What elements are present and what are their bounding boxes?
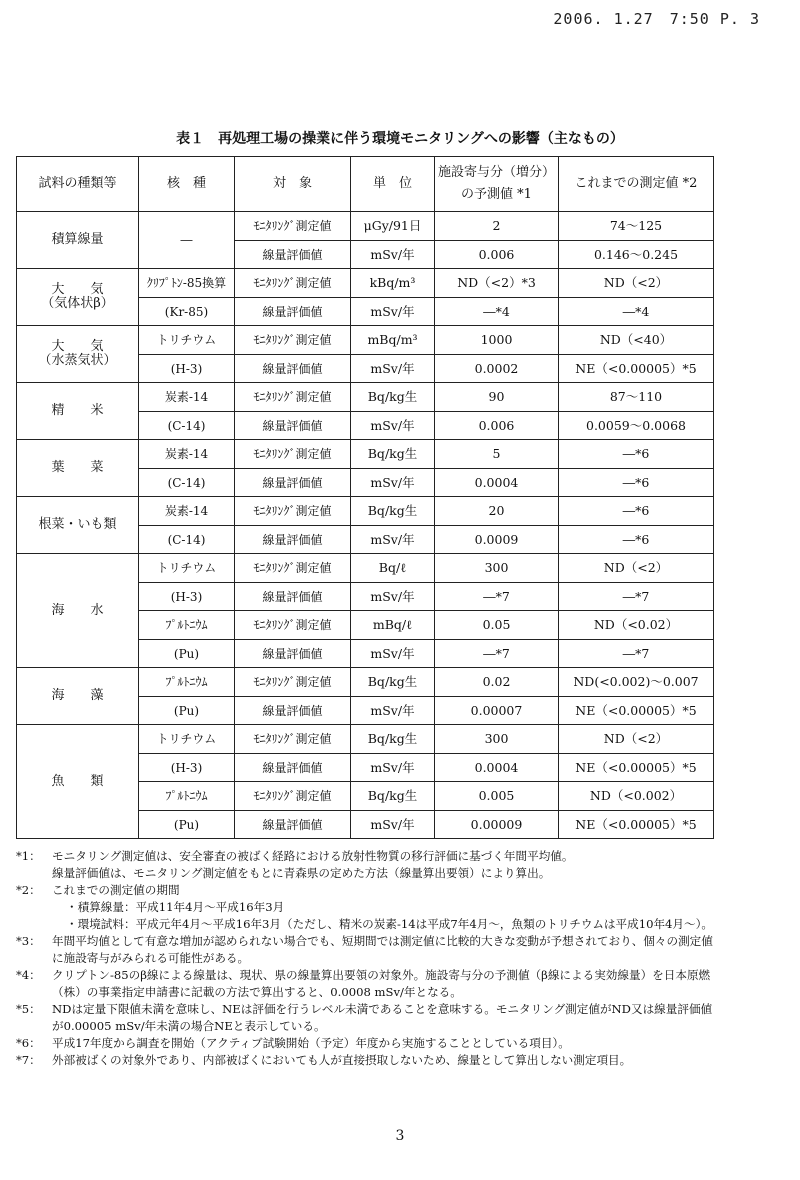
predicted-value-cell: 5 — [435, 440, 559, 469]
predicted-value-cell: 90 — [435, 383, 559, 412]
target-cell: ﾓﾆﾀﾘﾝｸﾞ測定値 — [235, 326, 351, 355]
col-header-target: 対 象 — [235, 157, 351, 212]
predicted-value-cell: 20 — [435, 497, 559, 526]
col-header-predicted-line1: 施設寄与分（増分） — [438, 165, 556, 180]
unit-cell: Bq/kg生 — [351, 725, 435, 754]
target-cell: ﾓﾆﾀﾘﾝｸﾞ測定値 — [235, 668, 351, 697]
past-value-cell: 0.0059～0.0068 — [559, 412, 714, 440]
past-value-cell: NE（<0.00005）*5 — [559, 697, 714, 725]
nuclide-cell: (C-14) — [139, 469, 235, 497]
target-cell: ﾓﾆﾀﾘﾝｸﾞ測定値 — [235, 554, 351, 583]
table-row — [17, 497, 714, 526]
col-header-nuclide: 核 種 — [139, 157, 235, 212]
target-cell: 線量評価値 — [235, 412, 351, 440]
target-cell: 線量評価値 — [235, 355, 351, 383]
unit-cell: Bq/kg生 — [351, 440, 435, 469]
footnote-label: *7： — [16, 1053, 41, 1067]
table-header-row — [17, 157, 714, 212]
past-value-cell: ND（<0.002） — [559, 782, 714, 811]
footnote-line: 年間平均値として有意な増加が認められない場合でも、短期間では測定値に比較的大きな変動が予想されており、個々の測定値に施設寄与がみられる可能性がある。 — [52, 934, 713, 965]
footnote-label: *6： — [16, 1036, 41, 1050]
unit-cell: μGy/91日 — [351, 212, 435, 241]
predicted-value-cell: 2 — [435, 212, 559, 241]
past-value-cell: ND(<0.002)～0.007 — [559, 668, 714, 697]
past-value-cell: 87～110 — [559, 383, 714, 412]
sample-type-line: 根菜・いも類 — [38, 517, 117, 532]
nuclide-cell: 炭素-14 — [139, 383, 235, 412]
unit-cell: mSv/年 — [351, 640, 435, 668]
footnote-label: *2： — [16, 883, 41, 897]
unit-cell: mSv/年 — [351, 697, 435, 725]
unit-cell: Bq/kg生 — [351, 497, 435, 526]
footnote-line: これまでの測定値の期間 — [52, 883, 180, 897]
predicted-value-cell: 0.006 — [435, 241, 559, 269]
target-cell: 線量評価値 — [235, 754, 351, 782]
unit-cell: mSv/年 — [351, 412, 435, 440]
table-title: 表１ 再処理工場の操業に伴う環境モニタリングへの影響（主なもの） — [176, 131, 624, 147]
unit-cell: Bq/kg生 — [351, 782, 435, 811]
predicted-value-cell: 0.006 — [435, 412, 559, 440]
predicted-value-cell: 0.05 — [435, 611, 559, 640]
table-body — [17, 212, 714, 839]
unit-cell: kBq/m³ — [351, 269, 435, 298]
predicted-value-cell: 300 — [435, 725, 559, 754]
unit-cell: mSv/年 — [351, 469, 435, 497]
past-value-cell: 0.146～0.245 — [559, 241, 714, 269]
predicted-value-cell: 0.00007 — [435, 697, 559, 725]
sample-type-cell — [17, 440, 139, 497]
nuclide-cell: (C-14) — [139, 412, 235, 440]
footnote-line: クリプトン-85のβ線による線量は、現状、県の線量算出要領の対象外。施設寄与分の予測値（β線による実効線量）を日本原燃（株）の事業指定申請書に記載の方法で算出すると、0.0008 mSv/年となる。 — [52, 968, 711, 999]
footnote-label: *1： — [16, 849, 41, 863]
unit-cell: mSv/年 — [351, 298, 435, 326]
nuclide-cell: (H-3) — [139, 754, 235, 782]
unit-cell: mBq/m³ — [351, 326, 435, 355]
target-cell: ﾓﾆﾀﾘﾝｸﾞ測定値 — [235, 269, 351, 298]
col-header-past: これまでの測定値 *2 — [559, 157, 714, 212]
target-cell: 線量評価値 — [235, 469, 351, 497]
col-header-predicted-line2: の予測値 *1 — [461, 187, 532, 202]
unit-cell: mSv/年 — [351, 811, 435, 839]
footnote-label: *5： — [16, 1002, 41, 1016]
past-value-cell: ―*6 — [559, 440, 714, 469]
nuclide-cell: トリチウム — [139, 326, 235, 355]
past-value-cell: NE（<0.00005）*5 — [559, 355, 714, 383]
footnote-text — [52, 1035, 716, 1052]
predicted-value-cell: 0.0002 — [435, 355, 559, 383]
past-value-cell: NE（<0.00005）*5 — [559, 811, 714, 839]
footnote-line: 平成17年度から調査を開始（アクティブ試験開始（予定）年度から実施することとしている項目）。 — [52, 1036, 570, 1050]
footnote-line: 線量評価値は、モニタリング測定値をもとに青森県の定めた方法（線量算出要領）により算出。 — [52, 866, 551, 880]
predicted-value-cell: 1000 — [435, 326, 559, 355]
nuclide-cell: ﾌﾟﾙﾄﾆｳﾑ — [139, 668, 235, 697]
page-number: 3 — [395, 1128, 405, 1144]
footnote-label: *3： — [16, 934, 41, 948]
sample-type-line: 魚 類 — [51, 773, 104, 789]
nuclide-cell: ﾌﾟﾙﾄﾆｳﾑ — [139, 611, 235, 640]
target-cell: ﾓﾆﾀﾘﾝｸﾞ測定値 — [235, 497, 351, 526]
footnote-text — [52, 1001, 716, 1035]
past-value-cell: 74～125 — [559, 212, 714, 241]
monitoring-impact-table — [16, 156, 714, 839]
target-cell: ﾓﾆﾀﾘﾝｸﾞ測定値 — [235, 440, 351, 469]
nuclide-cell: トリチウム — [139, 554, 235, 583]
unit-cell: Bq/ℓ — [351, 554, 435, 583]
sample-type-cell — [17, 269, 139, 326]
predicted-value-cell: 0.00009 — [435, 811, 559, 839]
predicted-value-cell: 300 — [435, 554, 559, 583]
table-row — [17, 725, 714, 754]
target-cell: ﾓﾆﾀﾘﾝｸﾞ測定値 — [235, 383, 351, 412]
unit-cell: mSv/年 — [351, 355, 435, 383]
past-value-cell: ND（<2） — [559, 269, 714, 298]
footnote-label: *4： — [16, 968, 41, 982]
sample-type-line: 積算線量 — [51, 232, 104, 247]
nuclide-cell: 炭素-14 — [139, 440, 235, 469]
target-cell: 線量評価値 — [235, 298, 351, 326]
predicted-value-cell: ―*7 — [435, 583, 559, 611]
sample-type-cell — [17, 212, 139, 269]
table-row — [17, 440, 714, 469]
unit-cell: Bq/kg生 — [351, 668, 435, 697]
footnote — [16, 1035, 716, 1052]
fax-header-stamp: 2006. 1.27 7:50 P. 3 — [553, 10, 760, 28]
footnote-text — [52, 1052, 716, 1069]
nuclide-cell: (H-3) — [139, 355, 235, 383]
sample-type-line: （水蒸気状） — [38, 353, 117, 368]
predicted-value-cell: ―*7 — [435, 640, 559, 668]
sample-type-cell — [17, 668, 139, 725]
footnote — [16, 967, 716, 1001]
sample-type-line: 精 米 — [51, 403, 104, 418]
footnote-text — [52, 882, 716, 933]
sample-type-cell — [17, 497, 139, 554]
target-cell: ﾓﾆﾀﾘﾝｸﾞ測定値 — [235, 212, 351, 241]
footnote — [16, 933, 716, 967]
unit-cell: Bq/kg生 — [351, 383, 435, 412]
footnote — [16, 882, 716, 933]
nuclide-cell: 炭素-14 — [139, 497, 235, 526]
table-row — [17, 326, 714, 355]
past-value-cell: ―*6 — [559, 497, 714, 526]
unit-cell: mSv/年 — [351, 583, 435, 611]
footnote-text — [52, 848, 716, 882]
target-cell: 線量評価値 — [235, 640, 351, 668]
past-value-cell: NE（<0.00005）*5 — [559, 754, 714, 782]
sample-type-line: 海 藻 — [51, 688, 104, 703]
nuclide-cell: (C-14) — [139, 526, 235, 554]
nuclide-cell: トリチウム — [139, 725, 235, 754]
target-cell: 線量評価値 — [235, 697, 351, 725]
predicted-value-cell: 0.0004 — [435, 754, 559, 782]
predicted-value-cell: 0.02 — [435, 668, 559, 697]
predicted-value-cell: ND（<2）*3 — [435, 269, 559, 298]
past-value-cell: ND（<40） — [559, 326, 714, 355]
unit-cell: mSv/年 — [351, 241, 435, 269]
sample-type-line: 大 気 — [51, 282, 104, 297]
table-row — [17, 383, 714, 412]
past-value-cell: ―*4 — [559, 298, 714, 326]
target-cell: ﾓﾆﾀﾘﾝｸﾞ測定値 — [235, 782, 351, 811]
table-row — [17, 269, 714, 298]
nuclide-cell: (H-3) — [139, 583, 235, 611]
table-row — [17, 668, 714, 697]
past-value-cell: ―*6 — [559, 526, 714, 554]
nuclide-cell: ｸﾘﾌﾟﾄﾝ-85換算 — [139, 269, 235, 298]
unit-cell: mSv/年 — [351, 526, 435, 554]
target-cell: 線量評価値 — [235, 241, 351, 269]
footnote — [16, 848, 716, 882]
sample-type-cell — [17, 383, 139, 440]
footnote-line: 外部被ばくの対象外であり、内部被ばくにおいても人が直接摂取しないため、線量として算出しない測定項目。 — [52, 1053, 632, 1067]
footnote — [16, 1001, 716, 1035]
past-value-cell: ―*7 — [559, 583, 714, 611]
col-header-predicted — [435, 157, 559, 212]
sample-type-cell — [17, 554, 139, 668]
footnote-line: ・環境試料：平成元年4月～平成16年3月（ただし、精米の炭素-14は平成7年4月～，魚類のトリチウムは平成10年4月～）。 — [66, 917, 714, 931]
footnotes — [16, 848, 716, 1069]
footnote-line: モニタリング測定値は、安全審査の被ばく経路における放射性物質の移行評価に基づく年間平均値。 — [52, 849, 574, 863]
sample-type-line: （気体状β） — [41, 296, 114, 311]
nuclide-cell: (Pu) — [139, 811, 235, 839]
nuclide-cell: (Kr-85) — [139, 298, 235, 326]
footnote-text — [52, 967, 716, 1001]
predicted-value-cell: 0.005 — [435, 782, 559, 811]
nuclide-cell: ― — [139, 212, 235, 269]
footnote — [16, 1052, 716, 1069]
table-row — [17, 212, 714, 241]
col-header-sample: 試料の種類等 — [17, 157, 139, 212]
target-cell: ﾓﾆﾀﾘﾝｸﾞ測定値 — [235, 611, 351, 640]
past-value-cell: ―*6 — [559, 469, 714, 497]
sample-type-cell — [17, 725, 139, 839]
sample-type-cell — [17, 326, 139, 383]
target-cell: ﾓﾆﾀﾘﾝｸﾞ測定値 — [235, 725, 351, 754]
footnote-text — [52, 933, 716, 967]
past-value-cell: ND（<0.02） — [559, 611, 714, 640]
target-cell: 線量評価値 — [235, 811, 351, 839]
nuclide-cell: (Pu) — [139, 640, 235, 668]
target-cell: 線量評価値 — [235, 583, 351, 611]
sample-type-line: 大 気 — [51, 339, 104, 354]
table-row — [17, 554, 714, 583]
col-header-unit: 単 位 — [351, 157, 435, 212]
past-value-cell: ―*7 — [559, 640, 714, 668]
sample-type-line: 葉 菜 — [51, 460, 104, 475]
predicted-value-cell: 0.0009 — [435, 526, 559, 554]
nuclide-cell: ﾌﾟﾙﾄﾆｳﾑ — [139, 782, 235, 811]
nuclide-cell: (Pu) — [139, 697, 235, 725]
predicted-value-cell: 0.0004 — [435, 469, 559, 497]
footnote-line: ・積算線量：平成11年4月～平成16年3月 — [66, 900, 285, 914]
unit-cell: mBq/ℓ — [351, 611, 435, 640]
sample-type-line: 海 水 — [51, 602, 104, 618]
past-value-cell: ND（<2） — [559, 554, 714, 583]
target-cell: 線量評価値 — [235, 526, 351, 554]
past-value-cell: ND（<2） — [559, 725, 714, 754]
predicted-value-cell: ―*4 — [435, 298, 559, 326]
footnote-line: NDは定量下限値未満を意味し、NEは評価を行うレベル未満であることを意味する。モニタリング測定値がND又は線量評価値が0.00005 mSv/年未満の場合NEと表示している。 — [52, 1002, 713, 1033]
unit-cell: mSv/年 — [351, 754, 435, 782]
